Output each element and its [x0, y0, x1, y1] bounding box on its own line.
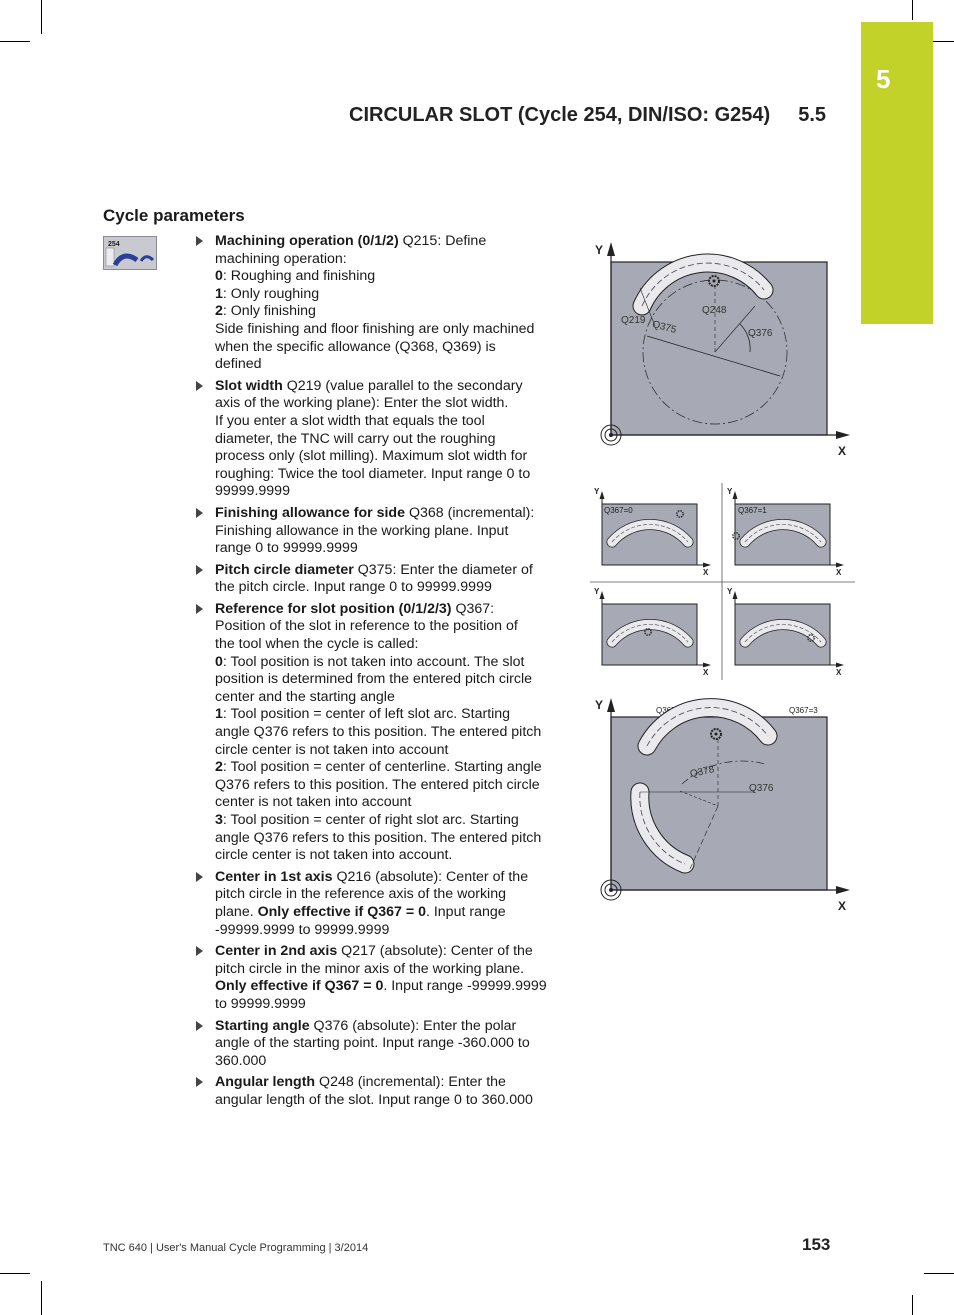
- panel-y-label: Y: [594, 587, 600, 596]
- parameter-line: [215, 618, 558, 636]
- parameter-text: process only (slot milling). Maximum slot width for: [215, 448, 528, 465]
- parameter-line: [215, 601, 558, 619]
- parameter-line: [215, 356, 558, 374]
- panel-label: Q367=3: [789, 706, 818, 715]
- parameter-text: pitch circle in the minor axis of the working plane.: [215, 960, 525, 977]
- label-q376: Q376: [749, 783, 774, 794]
- parameter-item: [196, 562, 558, 597]
- parameter-text: Q367:: [451, 600, 495, 617]
- parameter-line: [215, 654, 558, 672]
- parameter-line: [215, 812, 558, 830]
- parameter-line: [215, 759, 558, 777]
- parameter-term: Only effective if Q367 = 0: [257, 903, 426, 920]
- label-q248: Q248: [702, 305, 727, 316]
- parameter-text: defined: [215, 356, 262, 373]
- parameter-term: Center in 2nd axis: [215, 943, 338, 960]
- parameter-line: [215, 1018, 558, 1036]
- bullet-arrow-icon: [196, 1021, 203, 1031]
- bullet-arrow-icon: [196, 381, 203, 391]
- panel-y-label: Y: [727, 487, 733, 496]
- footer-text: TNC 640 | User's Manual Cycle Programming | 3/2014: [103, 1242, 369, 1254]
- parameter-item: [196, 601, 558, 865]
- parameter-line: [215, 742, 558, 760]
- parameter-text: . Input range -99999.9999: [383, 978, 547, 995]
- parameter-term: Pitch circle diameter: [215, 561, 354, 578]
- parameter-line: [215, 1053, 558, 1071]
- parameter-text: axis of the working plane): Enter the slot width.: [215, 395, 509, 412]
- parameter-text: Q217 (absolute): Center of the: [337, 943, 533, 960]
- parameter-line: [215, 448, 558, 466]
- chapter-tab: [861, 22, 933, 324]
- parameter-text: position is determined from the entered pitch circle: [215, 671, 533, 688]
- parameter-text: 360.000: [215, 1052, 267, 1069]
- parameter-term: Only effective if Q367 = 0: [215, 978, 384, 995]
- parameter-line: [215, 540, 558, 558]
- bullet-arrow-icon: [196, 508, 203, 518]
- y-axis-label: Y: [595, 243, 604, 257]
- parameter-text: machining operation:: [215, 250, 347, 267]
- parameter-line: [215, 579, 558, 597]
- parameter-line: [215, 1074, 558, 1092]
- panel-x-label: X: [836, 668, 842, 677]
- parameter-text: diameter, the TNC will carry out the roughing: [215, 430, 496, 447]
- parameter-text: range 0 to 99999.9999: [215, 540, 358, 557]
- parameter-text: : Roughing and finishing: [222, 268, 376, 285]
- parameter-line: [215, 321, 558, 339]
- parameter-text: to 99999.9999: [215, 995, 306, 1012]
- parameter-list: [196, 233, 558, 1114]
- parameter-text: : Tool position = center of centerline. Starting angle: [222, 759, 542, 776]
- parameter-line: [215, 922, 558, 940]
- parameter-text: : Tool position = center of right slot arc. Starting: [222, 812, 519, 828]
- parameter-line: [215, 339, 558, 357]
- chapter-number: 5: [876, 64, 891, 94]
- parameter-line: [215, 233, 558, 251]
- parameter-line: [215, 466, 558, 484]
- parameter-term: Slot width: [215, 377, 283, 394]
- parameter-text: Finishing allowance in the working plane. Input: [215, 522, 509, 539]
- parameter-item: [196, 1018, 558, 1071]
- parameter-line: [215, 413, 558, 431]
- parameter-line: [215, 636, 558, 654]
- label-q378: Q378: [689, 764, 716, 781]
- parameter-item: [196, 1074, 558, 1109]
- parameter-text: Side finishing and floor finishing are only machined: [215, 320, 535, 337]
- parameter-text: Q376 (absolute): Enter the polar: [309, 1017, 517, 1034]
- parameter-item: [196, 869, 558, 939]
- parameter-line: [215, 996, 558, 1014]
- header-section: 5.5: [798, 104, 827, 126]
- parameter-text: If you enter a slot width that equals the tool: [215, 412, 485, 429]
- parameter-line: [215, 943, 558, 961]
- figure-slot-chain: [590, 694, 855, 919]
- parameter-line: [215, 904, 558, 922]
- parameter-text: angle Q376 refers to this position. The entered pitch: [215, 829, 542, 846]
- parameter-text: angular length of the slot. Input range 0 to 360.000: [215, 1091, 533, 1108]
- parameter-line: [215, 706, 558, 724]
- x-axis-label: X: [838, 444, 847, 458]
- bullet-arrow-icon: [196, 236, 203, 246]
- parameter-text: circle center is not taken into account.: [215, 847, 453, 864]
- parameter-line: [215, 794, 558, 812]
- parameter-item: [196, 943, 558, 1013]
- parameter-text: Q219 (value parallel to the secondary: [282, 377, 523, 394]
- label-q219: Q219: [621, 315, 646, 326]
- parameter-term: Starting angle: [215, 1017, 310, 1034]
- parameter-line: [215, 251, 558, 269]
- parameter-line: [215, 961, 558, 979]
- parameter-line: [215, 830, 558, 848]
- parameter-line: [215, 1035, 558, 1053]
- bullet-arrow-icon: [196, 604, 203, 614]
- header-title: CIRCULAR SLOT (Cycle 254, DIN/ISO: G254): [349, 104, 771, 126]
- parameter-line: [215, 378, 558, 396]
- parameter-term: 1: [215, 285, 223, 302]
- figure-slot-geometry: [590, 236, 855, 461]
- parameter-text: : Only roughing: [222, 285, 320, 302]
- bullet-arrow-icon: [196, 565, 203, 575]
- figure-q367-variants: [590, 480, 855, 715]
- parameter-text: Q376 refers to this position. The entered pitch circle: [215, 776, 540, 793]
- parameter-line: [215, 523, 558, 541]
- parameter-line: [215, 671, 558, 689]
- parameter-line: [215, 395, 558, 413]
- parameter-line: [215, 724, 558, 742]
- parameter-term: 2: [215, 759, 223, 776]
- parameter-line: [215, 886, 558, 904]
- cycle-254-softkey: [103, 236, 157, 270]
- parameter-text: 99999.9999: [215, 483, 290, 500]
- parameter-text: : Only finishing: [222, 303, 316, 320]
- parameter-text: when the specific allowance (Q368, Q369) is: [215, 338, 496, 355]
- parameter-line: [215, 1092, 558, 1110]
- parameter-term: 2: [215, 303, 223, 320]
- parameter-term: Finishing allowance for side: [215, 504, 405, 521]
- parameter-text: pitch circle in the reference axis of the working: [215, 886, 506, 903]
- parameter-item: [196, 233, 558, 374]
- parameter-line: [215, 777, 558, 795]
- x-axis-label: X: [838, 899, 847, 913]
- parameter-line: [215, 268, 558, 286]
- parameter-line: [215, 847, 558, 865]
- parameter-text: Q215: Define: [398, 233, 487, 249]
- parameter-text: center is not taken into account: [215, 794, 412, 811]
- bullet-arrow-icon: [196, 1077, 203, 1087]
- parameter-item: [196, 378, 558, 501]
- parameter-line: [215, 689, 558, 707]
- parameter-term: Machining operation (0/1/2): [215, 233, 399, 249]
- parameter-line: [215, 869, 558, 887]
- parameter-text: plane.: [215, 903, 258, 920]
- parameter-term: 0: [215, 653, 223, 670]
- parameter-term: Reference for slot position (0/1/2/3): [215, 600, 452, 617]
- parameter-line: [215, 303, 558, 321]
- parameter-text: -99999.9999 to 99999.9999: [215, 921, 390, 938]
- parameter-text: . Input range: [425, 903, 506, 920]
- parameter-text: center and the starting angle: [215, 688, 395, 705]
- panel-y-label: Y: [594, 487, 600, 496]
- page-number: 153: [802, 1235, 831, 1254]
- parameter-item: [196, 505, 558, 558]
- parameter-term: 1: [215, 706, 223, 723]
- parameter-text: Q375: Enter the diameter of: [353, 561, 533, 578]
- parameter-line: [215, 431, 558, 449]
- label-q375: Q375: [650, 319, 678, 336]
- parameter-text: the pitch circle. Input range 0 to 99999.9999: [215, 579, 492, 596]
- parameter-term: Angular length: [215, 1074, 316, 1091]
- parameter-term: 0: [215, 268, 223, 285]
- panel-x-label: X: [836, 568, 842, 577]
- parameter-text: the tool when the cycle is called:: [215, 636, 419, 653]
- parameter-text: Q248 (incremental): Enter the: [315, 1074, 506, 1091]
- parameter-text: Position of the slot in reference to the position of: [215, 618, 518, 635]
- label-q376: Q376: [748, 328, 773, 339]
- parameter-term: 3: [215, 812, 223, 828]
- parameter-line: [215, 978, 558, 996]
- parameter-text: angle of the starting point. Input range -360.000 to: [215, 1035, 530, 1052]
- bullet-arrow-icon: [196, 946, 203, 956]
- parameter-text: : Tool position is not taken into account. The slot: [222, 653, 525, 670]
- parameter-text: Q368 (incremental):: [405, 504, 535, 521]
- parameter-text: roughing: Twice the tool diameter. Input range 0 to: [215, 465, 531, 482]
- q367-panel: [727, 487, 844, 577]
- q367-panel: [594, 487, 711, 577]
- panel-label: Q367=1: [738, 506, 767, 515]
- panel-label: Q367=0: [604, 506, 633, 515]
- parameter-text: circle center is not taken into account: [215, 741, 449, 758]
- y-axis-label: Y: [595, 698, 604, 712]
- parameter-text: Q216 (absolute): Center of the: [332, 868, 529, 885]
- panel-y-label: Y: [727, 587, 733, 596]
- section-title: Cycle parameters: [103, 206, 245, 225]
- parameter-term: Center in 1st axis: [215, 868, 333, 885]
- parameter-line: [215, 562, 558, 580]
- parameter-line: [215, 505, 558, 523]
- panel-x-label: X: [703, 668, 709, 677]
- softkey-label: 254: [108, 241, 120, 248]
- panel-label: Q367=2: [656, 706, 685, 715]
- page-header: [349, 104, 826, 127]
- parameter-text: : Tool position = center of left slot arc. Starting: [222, 706, 511, 723]
- panel-x-label: X: [703, 568, 709, 577]
- parameter-text: angle Q376 refers to this position. The entered pitch: [215, 724, 542, 741]
- parameter-line: [215, 483, 558, 501]
- bullet-arrow-icon: [196, 872, 203, 882]
- parameter-line: [215, 286, 558, 304]
